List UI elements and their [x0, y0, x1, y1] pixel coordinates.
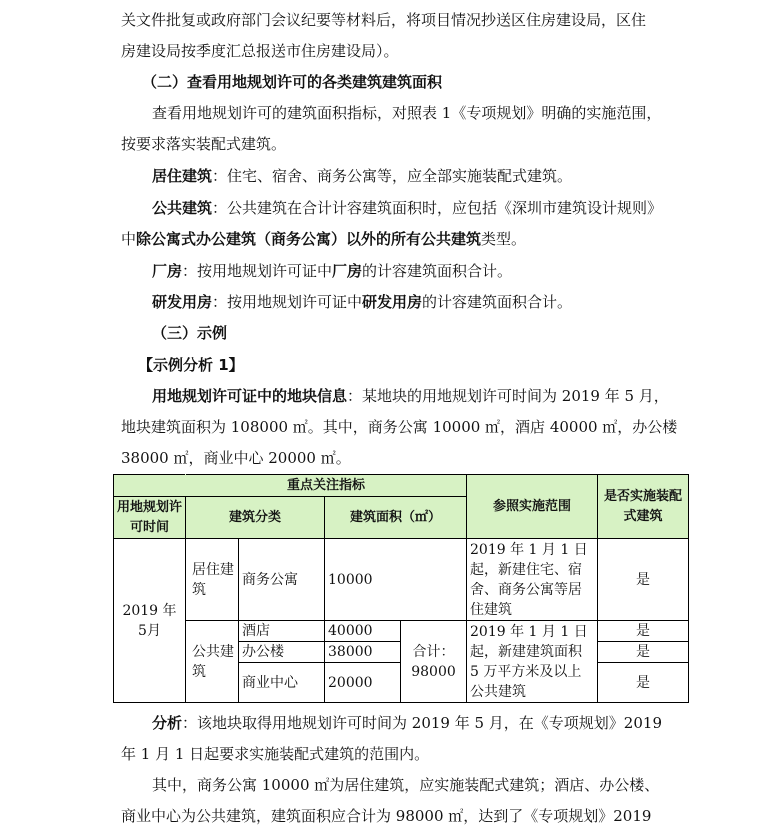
- row-area: 40000: [325, 621, 401, 642]
- public-text: ：公共建筑在合计计容建筑面积时，应包括《深圳市建筑设计规则》: [212, 199, 663, 217]
- header-area: 建筑面积（㎡）: [325, 497, 467, 539]
- section-heading-2: （二）查看用地规划许可的各类建筑建筑面积: [142, 73, 443, 91]
- row-prefab: 是: [598, 642, 689, 663]
- paragraph-line: 38000 ㎡，商业中心 20000 ㎡。: [121, 449, 351, 467]
- factory-text: 的计容建筑面积合计。: [362, 262, 513, 280]
- group-header: 重点关注指标: [186, 475, 467, 497]
- row-name: 酒店: [239, 621, 325, 642]
- example-table: [113, 474, 689, 703]
- paragraph-line: 商业中心为公共建筑，建筑面积应合计为 98000 ㎡，达到了《专项规划》2019: [121, 807, 652, 825]
- public-definition-cont: [121, 229, 780, 249]
- row-prefab: 是: [598, 539, 689, 621]
- row-scope: 2019 年 1 月 1 日起，新建住宅、宿舍、商务公寓等居住建筑: [467, 539, 598, 621]
- row-prefab: 是: [598, 663, 689, 703]
- plot-info-text: ：某地块的用地规划许可时间为 2019 年 5 月，: [347, 387, 669, 405]
- paragraph-line: 房建设局按季度汇总报送市住房建设局）。: [121, 42, 399, 60]
- rnd-text: 的计容建筑面积合计。: [422, 293, 573, 311]
- paragraph-line: 关文件批复或政府部门会议纪要等材料后，将项目情况抄送区住房建设局，区住: [121, 11, 647, 29]
- paragraph-line: 年 1 月 1 日起要求实施装配式建筑的范围内。: [121, 745, 430, 763]
- row-name: 商务公寓: [239, 539, 325, 621]
- row-prefab: 是: [598, 621, 689, 642]
- plot-info-label: 用地规划许可证中的地块信息: [152, 387, 348, 405]
- residential-text: ：住宅、宿舍、商务公寓等，应全部实施装配式建筑。: [212, 167, 573, 185]
- analysis: [152, 713, 780, 733]
- public-definition: [152, 198, 780, 218]
- public-scope: 2019 年 1 月 1 日起，新建建筑面积 5 万平方米及以上公共建筑: [467, 621, 598, 703]
- section-heading-3: （三）示例: [152, 324, 228, 342]
- paragraph-line: 按要求落实装配式建筑。: [121, 135, 287, 153]
- row-area: 38000: [325, 642, 401, 663]
- row-area: 20000: [325, 663, 401, 703]
- residential-label: 居住建筑: [152, 167, 213, 185]
- rnd-definition: [152, 292, 780, 312]
- time-value: 2019 年 5月: [114, 539, 186, 703]
- analysis-text: ：该地块取得用地规划许可时间为 2019 年 5 月，在《专项规划》2019: [182, 714, 662, 732]
- paragraph-line: 地块建筑面积为 108000 ㎡。其中，商务公寓 10000 ㎡，酒店 40000 ㎡，办公楼: [121, 418, 678, 436]
- rnd-emphasis: 研发用房: [362, 293, 423, 311]
- public-label: 公共建筑: [152, 199, 213, 217]
- analysis-label: 分析: [152, 714, 183, 732]
- public-emphasis: 除公寓式办公建筑（商务公寓）以外的所有公共建筑: [136, 230, 482, 248]
- rnd-label: 研发用房: [152, 293, 213, 311]
- paragraph-line: 其中，商务公寓 10000 ㎡为居住建筑，应实施装配式建筑；酒店、办公楼、: [152, 776, 660, 794]
- header-time: 用地规划许可时间: [114, 497, 186, 539]
- residential-definition: [152, 166, 780, 186]
- header-type: 建筑分类: [186, 497, 325, 539]
- row-name: 商业中心: [239, 663, 325, 703]
- factory-label: 厂房: [152, 262, 183, 280]
- rnd-text: ：按用地规划许可证中: [212, 293, 363, 311]
- category-residential: 居住建筑: [186, 539, 239, 621]
- public-text: 类型。: [481, 230, 527, 248]
- category-public: 公共建筑: [186, 621, 239, 703]
- example-heading: 【示例分析 1】: [138, 356, 244, 374]
- factory-definition: [152, 261, 780, 281]
- plot-info: [152, 386, 780, 406]
- factory-emphasis: 厂房: [332, 262, 363, 280]
- public-text: 中: [121, 230, 137, 248]
- paragraph-line: 查看用地规划许可的建筑面积指标，对照表 1《专项规划》明确的实施范围，: [152, 104, 662, 122]
- factory-text: ：按用地规划许可证中: [182, 262, 333, 280]
- row-name: 办公楼: [239, 642, 325, 663]
- row-area: 10000: [325, 539, 467, 621]
- header-prefab: 是否实施装配式建筑: [598, 475, 689, 539]
- header-scope: 参照实施范围: [467, 475, 598, 539]
- public-total: 合计：98000: [401, 621, 467, 703]
